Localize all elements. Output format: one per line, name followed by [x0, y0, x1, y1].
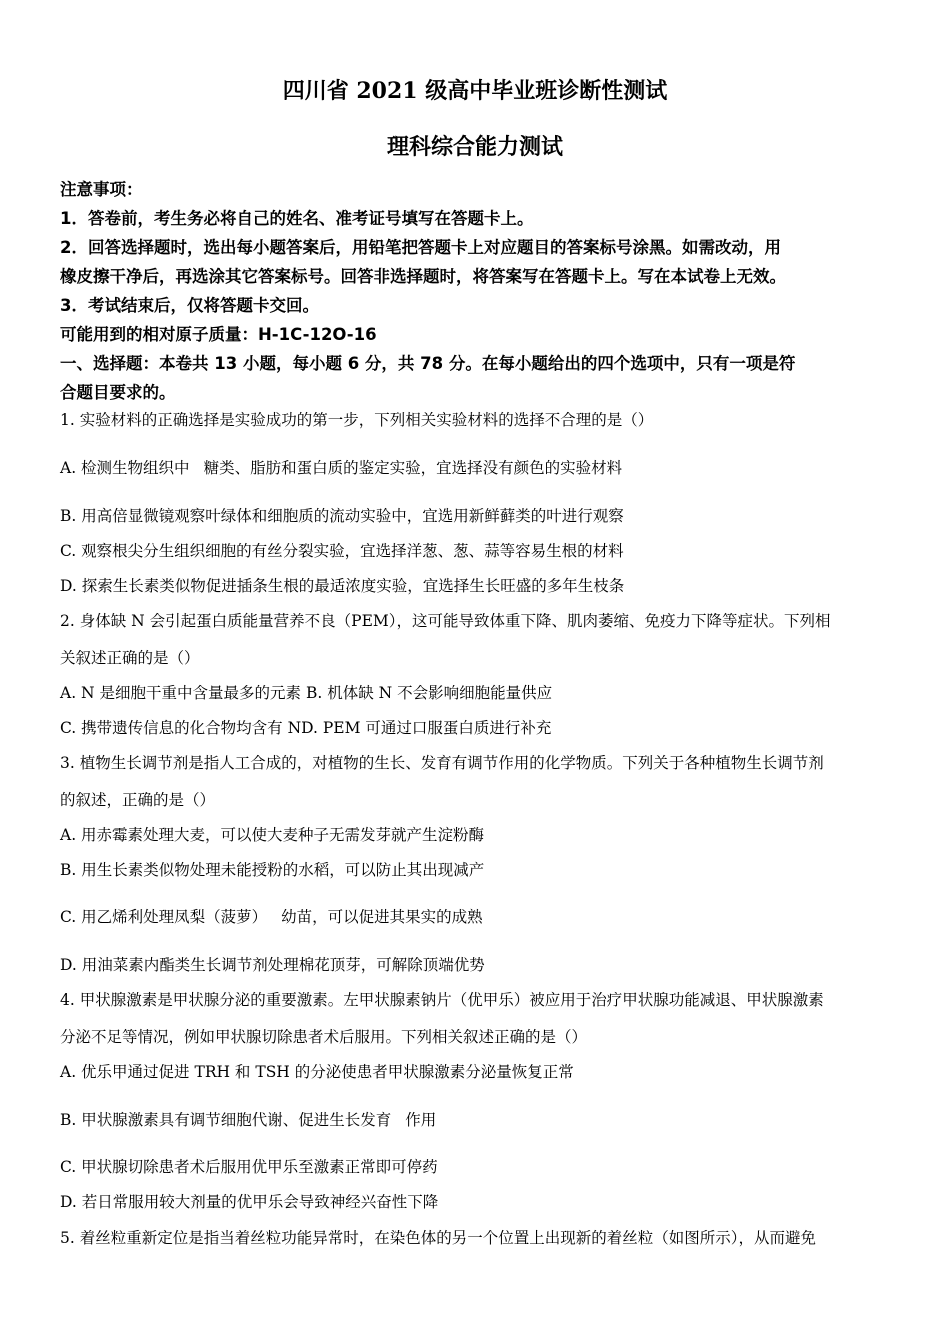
option-a-part-1: A. 检测生物组织中 — [60, 459, 190, 477]
question-1-option-c: C. 观察根尖分生组织细胞的有丝分裂实验，宜选择洋葱、葱、蒜等容易生根的材料 — [60, 542, 624, 560]
question-2-options-cd: C. 携带遗传信息的化合物均含有 ND. PEM 可通过口服蛋白质进行补充 — [60, 719, 552, 737]
question-3-stem-line-1: 3. 植物生长调节剂是指人工合成的，对植物的生长、发育有调节作用的化学物质。下列关于各种植物生长调节剂 — [60, 754, 824, 772]
section-heading-line-1: 一、选择题：本卷共 13 小题，每小题 6 分，共 78 分。在每小题给出的四个选项中，只有一项是符 — [60, 354, 796, 373]
question-3-stem-line-2: 的叙述，正确的是（） — [60, 791, 216, 809]
question-2-stem-line-1: 2. 身体缺 N 会引起蛋白质能量营养不良（PEM），这可能导致体重下降、肌肉萎缩、免疫力下降等症状。下列相 — [60, 612, 831, 630]
question-1-stem: 1. 实验材料的正确选择是实验成功的第一步，下列相关实验材料的选择不合理的是（） — [60, 411, 654, 429]
question-4-stem-line-1: 4. 甲状腺激素是甲状腺分泌的重要激素。左甲状腺素钠片（优甲乐）被应用于治疗甲状腺功能减退、甲状腺激素 — [60, 991, 824, 1009]
question-1-option-d: D. 探索生长素类似物促进插条生根的最适浓度实验，宜选择生长旺盛的多年生枝条 — [60, 577, 625, 595]
section-heading-line-2: 合题目要求的。 — [60, 383, 176, 402]
notes-item-2-line-1: 2．回答选择题时，选出每小题答案后，用铅笔把答题卡上对应题目的答案标号涂黑。如需改动，用 — [60, 238, 781, 257]
question-4-option-a: A. 优乐甲通过促进 TRH 和 TSH 的分泌使患者甲状腺激素分泌量恢复正常 — [60, 1063, 574, 1081]
option-c-part-1: C. 用乙烯利处理凤梨（菠萝） — [60, 908, 268, 926]
option-b-part-2: 作用 — [405, 1111, 437, 1129]
exam-subtitle: 理科综合能力测试 — [386, 134, 563, 160]
question-4-option-d: D. 若日常服用较大剂量的优甲乐会导致神经兴奋性下降 — [60, 1193, 439, 1211]
question-4-option-c: C. 甲状腺切除患者术后服用优甲乐至激素正常即可停药 — [60, 1158, 438, 1176]
atomic-mass-line: 可能用到的相对原子质量：H-1C-12O-16 — [60, 325, 377, 344]
question-4-option-b — [60, 1108, 436, 1130]
exam-title: 四川省 2021 级高中毕业班诊断性测试 — [282, 78, 668, 104]
question-1-option-a — [60, 456, 622, 478]
question-3-option-d: D. 用油菜素内酯类生长调节剂处理棉花顶芽，可解除顶端优势 — [60, 956, 485, 974]
question-3-option-c — [60, 905, 483, 927]
question-4-stem-line-2: 分泌不足等情况，例如甲状腺切除患者术后服用。下列相关叙述正确的是（） — [60, 1028, 588, 1046]
option-a-part-2: 糖类、脂肪和蛋白质的鉴定实验，宜选择没有颜色的实验材料 — [203, 459, 623, 477]
question-2-options-ab: A. N 是细胞干重中含量最多的元素 B. 机体缺 N 不会影响细胞能量供应 — [60, 684, 553, 702]
question-1-option-b: B. 用高倍显微镜观察叶绿体和细胞质的流动实验中，宜选用新鲜藓类的叶进行观察 — [60, 507, 624, 525]
notes-item-1: 1．答卷前，考生务必将自己的姓名、准考证号填写在答题卡上。 — [60, 209, 534, 228]
notes-heading: 注意事项： — [60, 180, 143, 199]
option-b-part-1: B. 甲状腺激素具有调节细胞代谢、促进生长发育 — [60, 1111, 392, 1129]
notes-item-3: 3．考试结束后，仅将答题卡交回。 — [60, 296, 319, 315]
question-3-option-a: A. 用赤霉素处理大麦，可以使大麦种子无需发芽就产生淀粉酶 — [60, 826, 485, 844]
question-2-stem-line-2: 关叙述正确的是（） — [60, 649, 200, 667]
notes-item-2-line-2: 橡皮擦干净后，再选涂其它答案标号。回答非选择题时，将答案写在答题卡上。写在本试卷上无效。 — [60, 267, 786, 286]
question-5-stem-line-1: 5. 着丝粒重新定位是指当着丝粒功能异常时，在染色体的另一个位置上出现新的着丝粒（如图所示），从而避免 — [60, 1229, 816, 1247]
option-c-part-2: 幼苗，可以促进其果实的成熟 — [281, 908, 483, 926]
question-3-option-b: B. 用生长素类似物处理未能授粉的水稻，可以防止其出现减产 — [60, 861, 485, 879]
